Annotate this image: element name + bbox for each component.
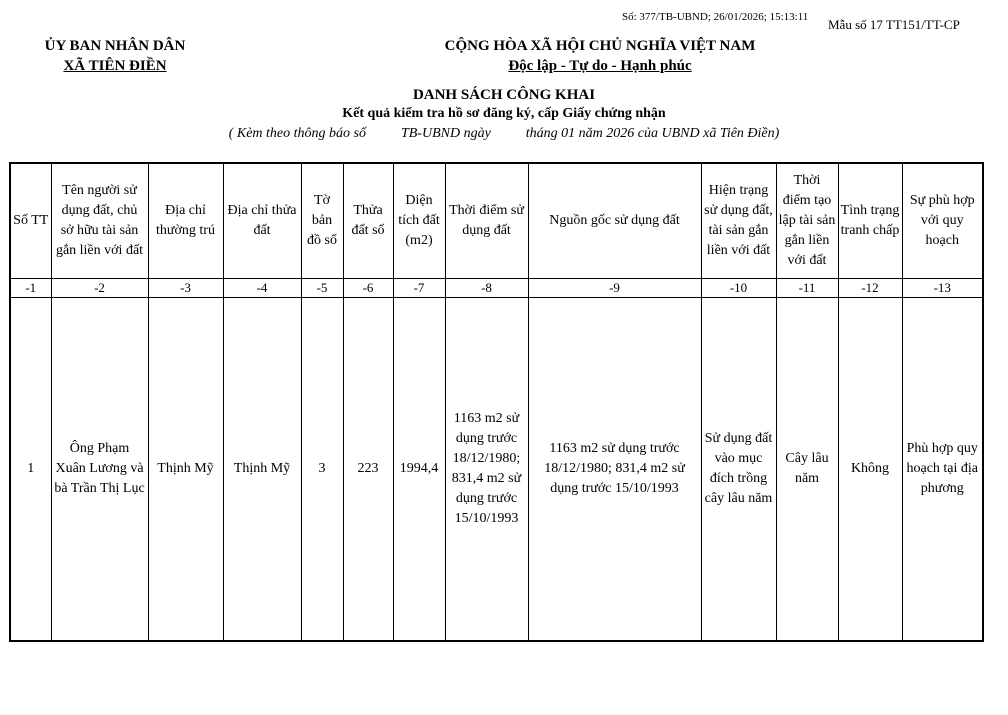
- cell-origin: 1163 m2 sử dụng trước 18/12/1980; 831,4 m2 sử dụng trước 15/10/1993: [528, 298, 701, 642]
- document-title: DANH SÁCH CÔNG KHAI: [412, 87, 596, 103]
- authority-line1: ỦY BAN NHÂN DÂN: [44, 38, 186, 54]
- attachment-note: ( Kèm theo thông báo số TB-UBND ngày tháng 01 năm 2026 của UBND xã Tiên Điền): [228, 126, 780, 141]
- authority-line2: XÃ TIÊN ĐIỀN: [63, 58, 167, 74]
- table-header-row: [10, 163, 983, 279]
- cell-parcel-no: 223: [343, 298, 393, 642]
- header-cell: Thửa đất số: [343, 163, 393, 279]
- cell-current-status: Sử dụng đất vào mục đích trồng cây lâu năm: [701, 298, 776, 642]
- cell-dispute: Không: [838, 298, 902, 642]
- column-number: -5: [301, 279, 343, 298]
- header-cell: Hiện trạng sử dụng đất, tài sản gắn liền với đất: [701, 163, 776, 279]
- cell-owner: Ông Phạm Xuân Lương và bà Trần Thị Lục: [51, 298, 148, 642]
- cell-area: 1994,4: [393, 298, 445, 642]
- cell-map-sheet: 3: [301, 298, 343, 642]
- document-reference: Số: 377/TB-UBND; 26/01/2026; 15:13:11: [622, 11, 809, 23]
- table-row: [10, 298, 983, 642]
- authority-header: [0, 36, 230, 76]
- column-number: -2: [51, 279, 148, 298]
- cell-parcel-address: Thịnh Mỹ: [223, 298, 301, 642]
- document-subtitle: Kết quả kiểm tra hồ sơ đăng ký, cấp Giấy chứng nhận: [342, 106, 666, 121]
- results-table: [9, 162, 984, 642]
- header-cell: Tờ bản đồ số: [301, 163, 343, 279]
- column-number: -3: [148, 279, 223, 298]
- header-cell: Thời điểm tạo lập tài sản gắn liền với đất: [776, 163, 838, 279]
- column-number: -12: [838, 279, 902, 298]
- nation-motto: Độc lập - Tự do - Hạnh phúc: [508, 58, 692, 74]
- cell-asset-time: Cây lâu năm: [776, 298, 838, 642]
- column-number: -9: [528, 279, 701, 298]
- cell-planning: Phù hợp quy hoạch tại địa phương: [902, 298, 983, 642]
- header-cell: Nguồn gốc sử dụng đất: [528, 163, 701, 279]
- header-cell: Diện tích đất (m2): [393, 163, 445, 279]
- column-number: -13: [902, 279, 983, 298]
- column-number: -6: [343, 279, 393, 298]
- header-cell: Thời điểm sử dụng đất: [445, 163, 528, 279]
- nation-line1: CỘNG HÒA XÃ HỘI CHỦ NGHĨA VIỆT NAM: [444, 38, 756, 54]
- nation-header: [400, 36, 800, 76]
- column-number: -11: [776, 279, 838, 298]
- cell-address: Thịnh Mỹ: [148, 298, 223, 642]
- cell-usage-time: 1163 m2 sử dụng trước 18/12/1980; 831,4 m2 sử dụng trước 15/10/1993: [445, 298, 528, 642]
- column-number: -8: [445, 279, 528, 298]
- column-number: -10: [701, 279, 776, 298]
- header-cell: Địa chỉ thường trú: [148, 163, 223, 279]
- header-cell: Tình trạng tranh chấp: [838, 163, 902, 279]
- header-cell: Sự phù hợp với quy hoạch: [902, 163, 983, 279]
- column-number: -4: [223, 279, 301, 298]
- column-number: -7: [393, 279, 445, 298]
- header-cell: Số TT: [10, 163, 51, 279]
- header-cell: Tên người sử dụng đất, chủ sở hữu tài sản gắn liền với đất: [51, 163, 148, 279]
- form-number: Mẫu số 17 TT151/TT-CP: [828, 17, 960, 32]
- column-number: -1: [10, 279, 51, 298]
- column-number-row: [10, 279, 983, 298]
- cell-stt: 1: [10, 298, 51, 642]
- header-cell: Địa chỉ thửa đất: [223, 163, 301, 279]
